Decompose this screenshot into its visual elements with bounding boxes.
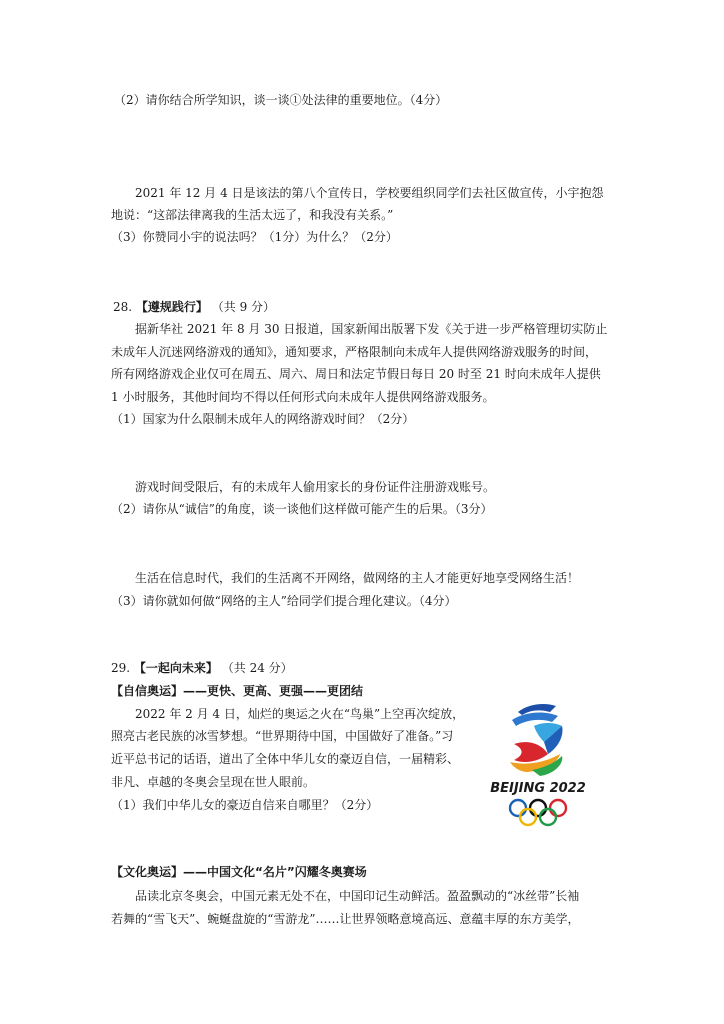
beijing-2022-logo (484, 700, 592, 830)
q28-paragraph-line-3: 所有网络游戏企业仅可在周五、周六、周日和法定节假日每日 20 时至 21 时向未成年人提供 (111, 367, 601, 381)
q28-section-title: 【遵规践行】 (135, 300, 208, 314)
q29-sub-question-1: （1）我们中华儿女的豪迈自信来自哪里？（2分） (111, 798, 379, 812)
q28-paragraph-line-1: 据新华社 2021 年 8 月 30 日报道，国家新闻出版署下发《关于进一步严格管理切实防止 (135, 322, 608, 336)
q27-material-line-1: 2021 年 12 月 4 日是该法的第八个宣传日，学校要组织同学们去社区做宣传，小宇抱怨 (135, 186, 604, 200)
olympic-ring-red (550, 800, 566, 816)
q28-sub-question-1: （1）国家为什么限制未成年人的网络游戏时间？（2分） (111, 412, 415, 426)
q29-heading-cultural-olympics: 【文化奥运】——中国文化“名片”闪耀冬奥赛场 (111, 865, 367, 879)
q29-points: （共 24 分） (221, 661, 293, 675)
q28-material-3: 生活在信息时代，我们的生活离不开网络，做网络的主人才能更好地享受网络生活！ (135, 571, 580, 585)
q29-paragraph1-line-1: 2022 年 2 月 4 日，灿烂的奥运之火在“鸟巢”上空再次绽放， (135, 707, 465, 721)
q29-paragraph1-line-2: 照亮古老民族的冰雪梦想。“世界期待中国，中国做好了准备。”习 (111, 729, 454, 743)
q28-points: （共 9 分） (211, 300, 276, 314)
q29-section-title: 【一起向未来】 (133, 661, 218, 675)
logo-wordmark: BEIJING 2022 (490, 781, 586, 796)
olympic-ring-green (540, 809, 556, 825)
q27-sub-question-2: （2）请你结合所学知识，谈一谈①处法律的重要地位。（4分） (114, 93, 448, 107)
q29-paragraph2-line-2: 若舞的“雪飞天”、蜿蜒盘旋的“雪游龙”……让世界领略意境高远、意蕴丰厚的东方美学， (111, 912, 580, 926)
q28-header (113, 299, 275, 315)
q28-paragraph-line-4: 1 小时服务，其他时间均不得以任何形式向未成年人提供网络游戏服务。 (111, 390, 495, 404)
q27-sub-question-3: （3）你赞同小宇的说法吗？（1分）为什么？（2分） (111, 230, 398, 244)
q28-material-2: 游戏时间受限后，有的未成年人偷用家长的身份证件注册游戏账号。 (135, 480, 496, 494)
q28-sub-question-3: （3）请你就如何做“网络的主人”给同学们提合理化建议。（4分） (111, 594, 457, 608)
q29-paragraph1-line-4: 非凡、卓越的冬奥会呈现在世人眼前。 (111, 775, 316, 789)
q28-paragraph-line-2: 未成年人沉迷网络游戏的通知》，通知要求，严格限制向未成年人提供网络游戏服务的时间， (111, 345, 598, 359)
q28-number: 28. (113, 300, 133, 314)
q29-heading-confident-olympics: 【自信奥运】——更快、更高、更强——更团结 (111, 684, 364, 698)
olympic-ring-yellow (520, 809, 536, 825)
q27-material-line-2: 地说：“这部法律离我的生活太远了，和我没有关系。” (111, 208, 394, 222)
q29-number: 29. (111, 661, 131, 675)
olympic-ring-black (530, 800, 546, 816)
q28-sub-question-2: （2）请你从“诚信”的角度，谈一谈他们这样做可能产生的后果。（3分） (111, 502, 493, 516)
q29-paragraph1-line-3: 近平总书记的话语，道出了全体中华儿女的豪迈自信，一届精彩、 (111, 752, 460, 766)
q29-paragraph2-line-1: 品读北京冬奥会，中国元素无处不在，中国印记生动鲜活。盈盈飘动的“冰丝带”长袖 (135, 889, 580, 903)
olympic-ring-blue (510, 800, 526, 816)
q29-header (111, 660, 293, 676)
